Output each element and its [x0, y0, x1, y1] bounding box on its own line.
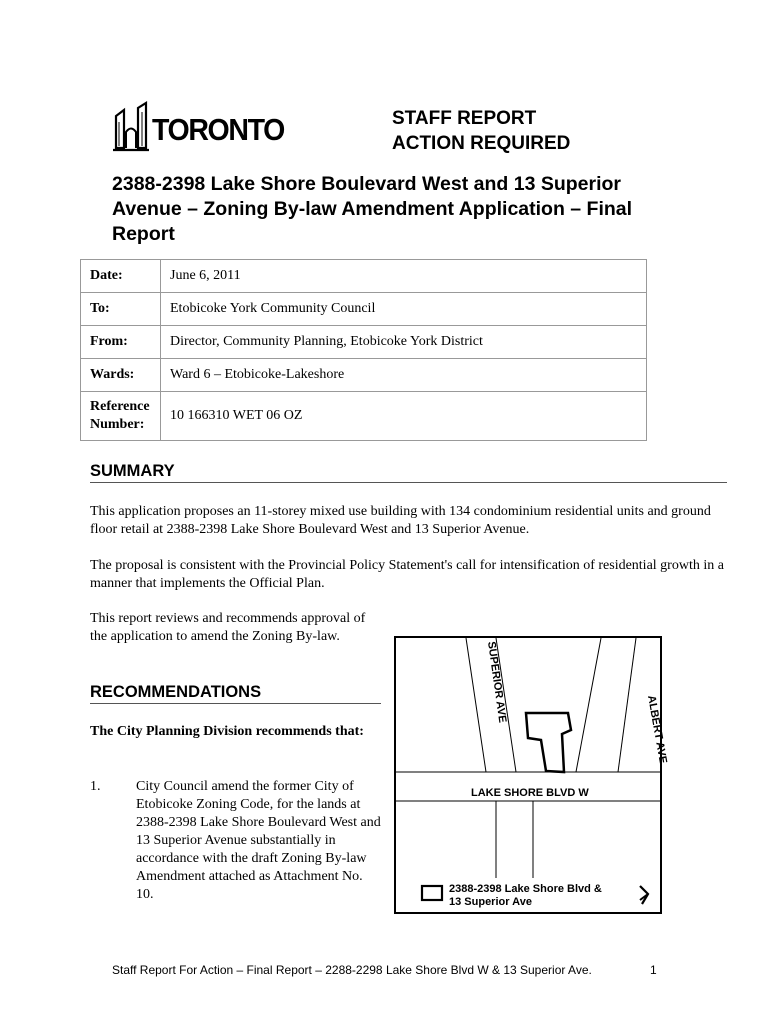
reference-label-line-1: Reference [90, 399, 150, 414]
report-type [392, 106, 570, 156]
lakeshore-label: LAKE SHORE BLVD W [471, 787, 589, 799]
date-label: Date: [81, 260, 161, 293]
recommendation-number: 1. [90, 779, 101, 794]
city-hall-icon [112, 102, 150, 154]
summary-paragraph-1: This application proposes an 11-storey mixed use building with 134 condominium residential units and ground floor retail at 2388-2398 Lake Shore Boulevard West and 13 Superior Avenue. [90, 504, 711, 537]
report-type-line-1: STAFF REPORT [392, 108, 537, 129]
meta-row-wards [81, 359, 647, 392]
meta-row-to [81, 293, 647, 326]
from-value: Director, Community Planning, Etobicoke York District [161, 326, 647, 359]
legend-line-1: 2388-2398 Lake Shore Blvd & [449, 883, 602, 895]
north-arrow-icon [640, 886, 648, 904]
page-number: 1 [650, 963, 657, 977]
date-value: June 6, 2011 [161, 260, 647, 293]
legend-site-swatch [422, 886, 442, 900]
from-label: From: [81, 326, 161, 359]
summary-rule [90, 482, 727, 483]
location-map-drawing [396, 638, 669, 912]
to-value: Etobicoke York Community Council [161, 293, 647, 326]
summary-paragraph-2: The proposal is consistent with the Provincial Policy Statement's call for intensification of residential growth in a manner that implements the Official Plan. [90, 558, 724, 591]
toronto-logo [112, 102, 284, 154]
subject-site-outline [526, 713, 571, 772]
superior-ave-label: SUPERIOR AVE [485, 640, 509, 724]
recommendations-heading: RECOMMENDATIONS [90, 683, 262, 701]
location-map [394, 636, 669, 914]
logo-wordmark: TORONTO [152, 112, 284, 147]
reference-value: 10 166310 WET 06 OZ [161, 392, 647, 441]
recommendations-intro: The City Planning Division recommends that: [90, 724, 364, 739]
report-meta-table [80, 259, 647, 441]
recommendations-rule [90, 703, 381, 704]
recommendation-text: City Council amend the former City of Etobicoke Zoning Code, for the lands at 2388-2398 Lake Shore Boulevard West and 13 Superior Avenue substantially in accordance with the draft Zoning By-law Amendment attached as Attachment No. 10. [136, 779, 381, 902]
meta-row-reference [81, 392, 647, 441]
meta-row-from [81, 326, 647, 359]
reference-label [81, 392, 161, 441]
report-title: 2388-2398 Lake Shore Boulevard West and 13 Superior Avenue – Zoning By-law Amendment Application – Final Report [112, 173, 633, 245]
wards-label: Wards: [81, 359, 161, 392]
to-label: To: [81, 293, 161, 326]
legend-line-2: 13 Superior Ave [449, 896, 532, 908]
meta-row-date [81, 260, 647, 293]
summary-heading: SUMMARY [90, 462, 175, 480]
report-type-line-2: ACTION REQUIRED [392, 133, 571, 154]
page-footer: Staff Report For Action – Final Report – 2288-2298 Lake Shore Blvd W & 13 Superior Ave. [112, 963, 592, 977]
wards-value: Ward 6 – Etobicoke-Lakeshore [161, 359, 647, 392]
summary-paragraph-3: This report reviews and recommends approval of the application to amend the Zoning By-law. [90, 611, 366, 644]
albert-ave-label: ALBERT AVE [645, 694, 669, 765]
reference-label-line-2: Number: [90, 417, 145, 432]
